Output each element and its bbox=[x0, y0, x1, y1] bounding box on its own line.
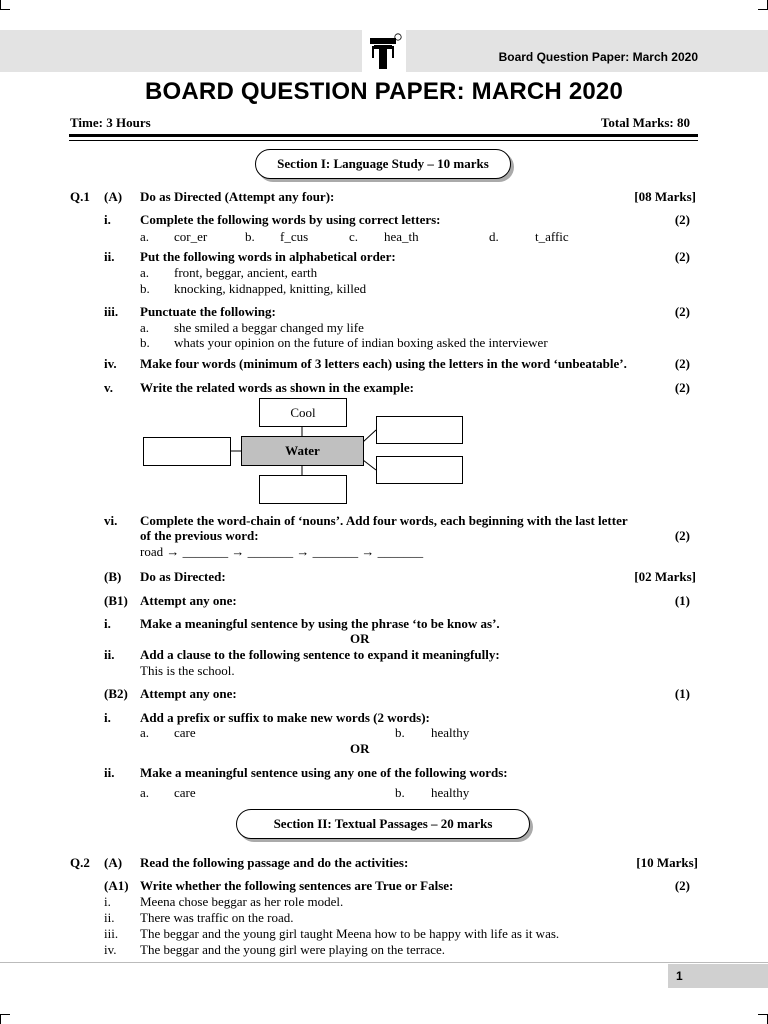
running-header: Board Question Paper: March 2020 bbox=[498, 50, 698, 64]
q1-b2-ii-text: Make a meaningful sentence using any one of the following words: bbox=[140, 765, 508, 780]
or-separator: OR bbox=[350, 741, 370, 756]
q1-b1-ii-text: Add a clause to the following sentence to expand it meaningfully: bbox=[140, 647, 500, 662]
crop-mark-top-right bbox=[758, 0, 768, 10]
q1-b2-i-number: i. bbox=[104, 710, 111, 725]
option-text: whats your opinion on the future of indian boxing asked the interviewer bbox=[174, 335, 548, 350]
crop-mark-bottom-right bbox=[758, 1014, 768, 1024]
crop-mark-bottom-left bbox=[0, 1014, 10, 1024]
q1-b1-i-number: i. bbox=[104, 616, 111, 631]
q1-b-label: (B) bbox=[104, 569, 122, 584]
q1-a-instruction: Do as Directed (Attempt any four): bbox=[140, 189, 335, 204]
q1-i-marks: (2) bbox=[674, 212, 690, 227]
header-rule-thin bbox=[69, 140, 698, 141]
option-label: a. bbox=[140, 229, 150, 244]
q1-i-instruction: Complete the following words by using correct letters: bbox=[140, 212, 441, 227]
option-label: a. bbox=[140, 785, 150, 800]
q1-number: Q.1 bbox=[70, 189, 90, 204]
option-text: she smiled a beggar changed my life bbox=[174, 320, 364, 335]
list-item: The beggar and the young girl were playing on the terrace. bbox=[140, 942, 446, 957]
page-title: BOARD QUESTION PAPER: MARCH 2020 bbox=[144, 78, 624, 105]
q1-a-marks: [08 Marks] bbox=[634, 189, 696, 204]
q1-ii-number: ii. bbox=[104, 249, 115, 264]
q1-b-marks: [02 Marks] bbox=[634, 569, 696, 584]
option-text: care bbox=[174, 785, 196, 800]
q1-b2-label: (B2) bbox=[104, 686, 128, 701]
q1-b2-ii-number: ii. bbox=[104, 765, 115, 780]
option-text: f_cus bbox=[280, 229, 309, 244]
q1-b-instruction: Do as Directed: bbox=[140, 569, 226, 584]
q1-ii-marks: (2) bbox=[674, 249, 690, 264]
logo-area bbox=[362, 30, 406, 72]
q2-a-label: (A) bbox=[104, 855, 123, 870]
q1-b1-ii-number: ii. bbox=[104, 647, 115, 662]
crop-mark-top-left bbox=[0, 0, 10, 10]
option-text: front, beggar, ancient, earth bbox=[174, 265, 318, 280]
q1-b2-marks: (1) bbox=[674, 686, 690, 701]
option-text: t_affic bbox=[535, 229, 569, 244]
option-label: b. bbox=[395, 725, 405, 740]
word-chain: road → _______ → _______ → _______ → _______ bbox=[140, 544, 424, 559]
q1-b1-instruction: Attempt any one: bbox=[140, 593, 237, 608]
option-text: hea_th bbox=[384, 229, 419, 244]
header-rule-thick bbox=[69, 134, 698, 137]
total-marks: Total Marks: 80 bbox=[600, 115, 690, 130]
q2-number: Q.2 bbox=[70, 855, 90, 870]
list-item: There was traffic on the road. bbox=[140, 910, 294, 925]
list-item-label: ii. bbox=[104, 910, 115, 925]
q1-b1-marks: (1) bbox=[674, 593, 690, 608]
option-label: d. bbox=[489, 229, 499, 244]
option-text: healthy bbox=[431, 725, 470, 740]
page-number: 1 bbox=[676, 969, 683, 983]
q2-a1-marks: (2) bbox=[674, 878, 690, 893]
q1-b1-ii-sentence: This is the school. bbox=[140, 663, 235, 678]
q2-a-marks: [10 Marks] bbox=[636, 855, 698, 870]
footer-band bbox=[668, 964, 768, 988]
q1-b2-i-text: Add a prefix or suffix to make new words (2 words): bbox=[140, 710, 430, 725]
section-2-heading: Section II: Textual Passages – 20 marks bbox=[236, 809, 530, 839]
q2-a-instruction: Read the following passage and do the activities: bbox=[140, 855, 409, 870]
list-item-label: iv. bbox=[104, 942, 117, 957]
q1-iii-instruction: Punctuate the following: bbox=[140, 304, 276, 319]
q1-b2-instruction: Attempt any one: bbox=[140, 686, 237, 701]
q1-iii-marks: (2) bbox=[674, 304, 690, 319]
option-text: care bbox=[174, 725, 196, 740]
q1-a-label: (A) bbox=[104, 189, 123, 204]
web-box-left-blank bbox=[143, 437, 231, 466]
web-box-right-top-blank bbox=[376, 416, 463, 444]
q1-iv-number: iv. bbox=[104, 356, 117, 371]
footer-rule bbox=[0, 962, 768, 963]
q1-vi-number: vi. bbox=[104, 513, 118, 528]
q1-v-marks: (2) bbox=[674, 380, 690, 395]
list-item: The beggar and the young girl taught Meena how to be happy with life as it was. bbox=[140, 926, 560, 941]
q1-iii-number: iii. bbox=[104, 304, 119, 319]
q1-vi-instruction-line2: of the previous word: bbox=[140, 528, 259, 543]
q2-a1-instruction: Write whether the following sentences are True or False: bbox=[140, 878, 454, 893]
option-label: b. bbox=[140, 281, 150, 296]
option-label: a. bbox=[140, 320, 150, 335]
q1-b1-i-text: Make a meaningful sentence by using the phrase ‘to be know as’. bbox=[140, 616, 500, 631]
q1-iv-instruction: Make four words (minimum of 3 letters each) using the letters in the word ‘unbeatable’. bbox=[140, 356, 627, 371]
web-box-right-bottom-blank bbox=[376, 456, 463, 484]
or-separator: OR bbox=[350, 631, 370, 646]
q1-iv-marks: (2) bbox=[674, 356, 690, 371]
web-box-top: Cool bbox=[259, 398, 347, 427]
q1-v-instruction: Write the related words as shown in the example: bbox=[140, 380, 414, 395]
q1-vi-marks: (2) bbox=[674, 528, 690, 543]
q1-b1-label: (B1) bbox=[104, 593, 128, 608]
publisher-logo-icon bbox=[362, 30, 406, 72]
option-label: a. bbox=[140, 725, 150, 740]
section-1-heading: Section I: Language Study – 10 marks bbox=[255, 149, 511, 179]
q2-a1-label: (A1) bbox=[104, 878, 129, 893]
q1-i-number: i. bbox=[104, 212, 111, 227]
option-label: b. bbox=[140, 335, 150, 350]
option-text: knocking, kidnapped, knitting, killed bbox=[174, 281, 367, 296]
option-label: b. bbox=[395, 785, 405, 800]
q1-ii-instruction: Put the following words in alphabetical order: bbox=[140, 249, 396, 264]
web-box-center: Water bbox=[241, 436, 364, 466]
q1-v-number: v. bbox=[104, 380, 114, 395]
list-item-label: iii. bbox=[104, 926, 119, 941]
option-label: b. bbox=[245, 229, 255, 244]
option-label: a. bbox=[140, 265, 150, 280]
q1-vi-instruction-line1: Complete the word-chain of ‘nouns’. Add four words, each beginning with the last letter bbox=[140, 513, 628, 528]
list-item-label: i. bbox=[104, 894, 111, 909]
web-box-bottom-blank bbox=[259, 475, 347, 504]
option-label: c. bbox=[349, 229, 359, 244]
option-text: healthy bbox=[431, 785, 470, 800]
option-text: cor_er bbox=[174, 229, 208, 244]
exam-time: Time: 3 Hours bbox=[70, 115, 151, 130]
list-item: Meena chose beggar as her role model. bbox=[140, 894, 344, 909]
